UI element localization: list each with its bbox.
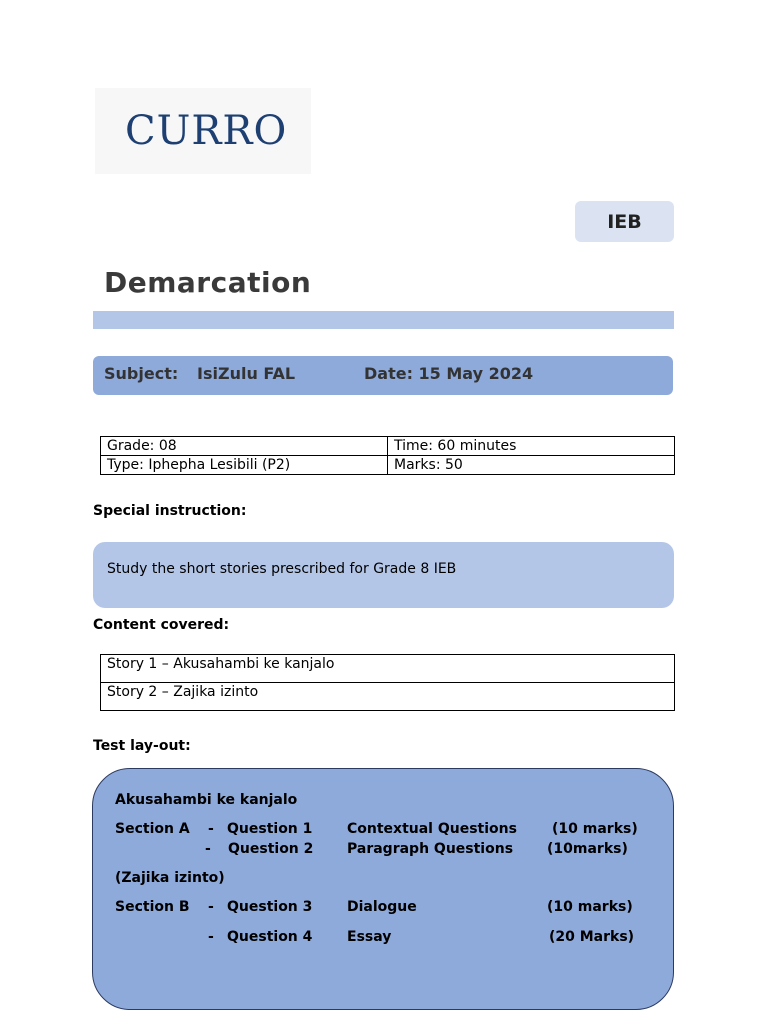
logo-text: CURRO: [125, 108, 288, 154]
table-row: [101, 437, 675, 456]
ieb-badge: IEB: [575, 201, 674, 242]
subject-label: Subject:: [104, 364, 179, 383]
test-layout-label: Test lay-out:: [93, 738, 191, 754]
question-marks: (10 marks): [552, 821, 638, 837]
question-label: Question 1: [227, 821, 313, 837]
table-row: [101, 683, 675, 711]
question-marks: (20 Marks): [549, 929, 635, 945]
type-cell: Type: Iphepha Lesibili (P2): [101, 456, 388, 475]
info-table: [100, 436, 675, 475]
date-text: Date: 15 May 2024: [364, 364, 534, 383]
question-type: Dialogue: [347, 899, 417, 915]
dash: -: [208, 899, 214, 915]
curro-logo: [95, 88, 311, 174]
question-label: Question 2: [228, 841, 314, 857]
title-rule: [93, 311, 674, 329]
marks-cell: Marks: 50: [388, 456, 675, 475]
section-label: Section B: [115, 899, 190, 915]
story-b-heading: (Zajika izinto): [115, 870, 225, 886]
story-a-heading: Akusahambi ke kanjalo: [115, 792, 298, 808]
page-title: Demarcation: [104, 266, 312, 299]
content-covered-label: Content covered:: [93, 617, 230, 633]
question-label: Question 4: [227, 929, 313, 945]
grade-cell: Grade: 08: [101, 437, 388, 456]
special-instruction-text: Study the short stories prescribed for Grade 8 IEB: [107, 561, 457, 577]
question-type: Contextual Questions: [347, 821, 517, 837]
dash: -: [208, 821, 214, 837]
dash: -: [208, 929, 214, 945]
question-type: Paragraph Questions: [347, 841, 514, 857]
question-type: Essay: [347, 929, 392, 945]
time-cell: Time: 60 minutes: [388, 437, 675, 456]
question-marks: (10 marks): [547, 899, 633, 915]
section-label: Section A: [115, 821, 190, 837]
table-row: [101, 456, 675, 475]
question-label: Question 3: [227, 899, 313, 915]
dash: -: [205, 841, 211, 857]
content-item: Story 1 – Akusahambi ke kanjalo: [101, 655, 675, 683]
special-instruction-label: Special instruction:: [93, 503, 247, 519]
question-marks: (10marks): [547, 841, 628, 857]
table-row: [101, 655, 675, 683]
subject-value: IsiZulu FAL: [197, 364, 296, 383]
subject-bar: [93, 356, 673, 395]
special-instruction-box: [93, 542, 674, 608]
content-item: Story 2 – Zajika izinto: [101, 683, 675, 711]
content-table: [100, 654, 675, 711]
test-layout-box: [92, 768, 674, 1010]
